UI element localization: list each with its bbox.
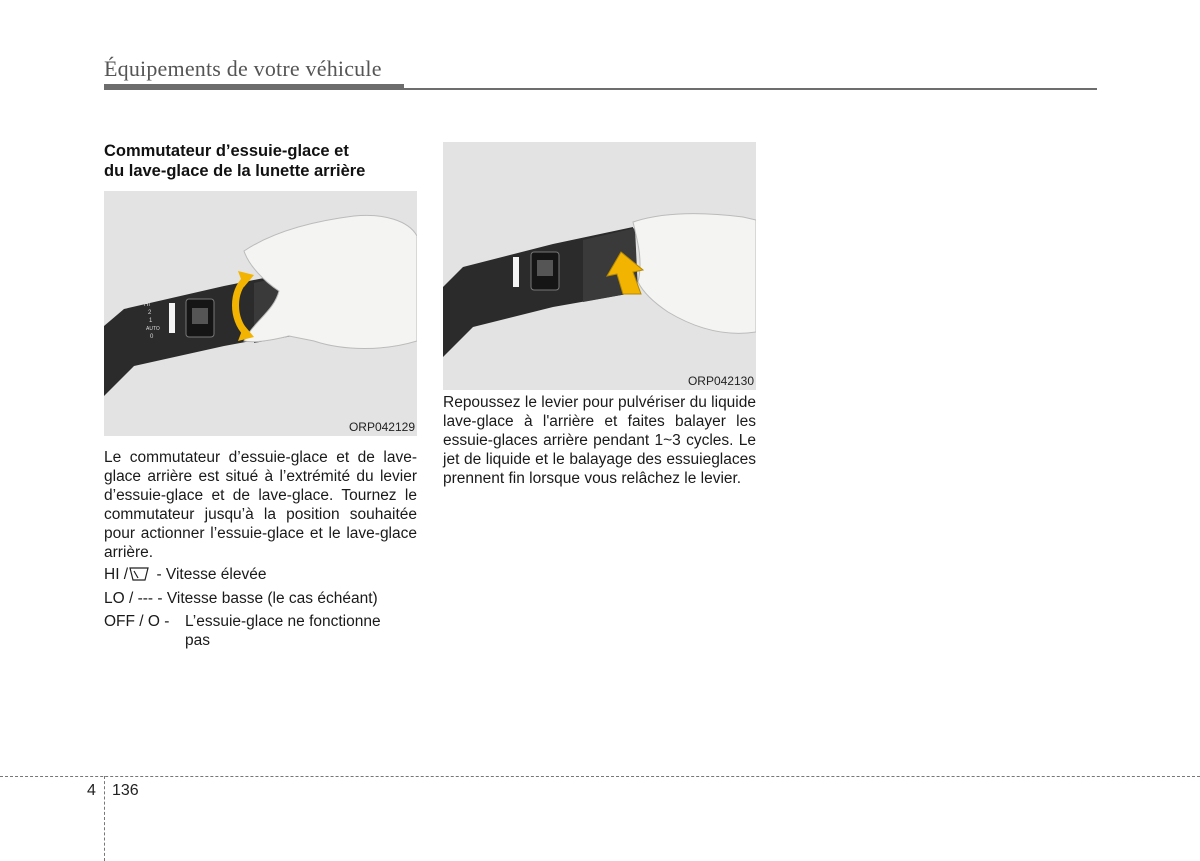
legend-lo: LO / --- - Vitesse basse (le cas échéant) [104, 590, 378, 607]
stalk-rotate-illustration [104, 191, 417, 436]
legend-off-term: OFF / O - [104, 613, 170, 630]
legend-off-desc-continued: pas [185, 632, 210, 649]
section-heading-line-1: Commutateur d’essuie-glace et [104, 142, 349, 160]
stalk-mark-auto: AUTO [146, 326, 160, 332]
stalk-mark-0: 0 [150, 334, 154, 340]
legend-hi-prefix: HI / [104, 566, 129, 583]
figure-rotate-switch [104, 191, 417, 436]
header-rule-thin [104, 88, 1097, 90]
legend-hi-desc: - Vitesse élevée [156, 566, 267, 583]
figure-code: ORP042130 [687, 374, 754, 388]
legend-off [104, 612, 417, 650]
right-paragraph: Repoussez le levier pour pulvériser du liquide lave-glace à l'arrière et faites balayer les essuie-glaces arrière pendant 1~3 cycles. Le jet de liquide et le balayage des essuieglaces prennent fin lorsque vous relâchez le levier. [443, 394, 756, 487]
figure-push-lever [443, 142, 756, 390]
section-heading-line-2: du lave-glace de la lunette arrière [104, 162, 366, 180]
switch-indicator [537, 260, 553, 276]
stalk-mark-2: 2 [148, 310, 152, 316]
wiper-icon [129, 566, 149, 582]
stalk-level-bars [513, 257, 519, 287]
legend-hi [104, 565, 417, 584]
hand-push [633, 214, 756, 334]
figure-code: ORP042129 [348, 420, 415, 434]
footer-page-number: 136 [112, 782, 139, 799]
stalk-mark-hi: HI [144, 302, 150, 308]
switch-indicator [192, 308, 208, 324]
footer-chapter-number: 4 [87, 782, 96, 799]
section-heading [104, 141, 424, 181]
stalk-push-illustration [443, 142, 756, 390]
stalk-mark-1: 1 [149, 318, 153, 324]
footer-rule [0, 776, 1200, 777]
legend-off-desc: L’essuie-glace ne fonctionne [185, 613, 381, 630]
footer-vertical-rule [104, 776, 105, 861]
hand-rotate [244, 215, 417, 348]
stalk-level-bars [169, 303, 175, 333]
left-paragraph: Le commutateur d’essuie-glace et de lave-glace arrière est situé à l’extrémité du levier d’essuie-glace et de lave-glace. Tournez le commutateur jusqu’à la position souhaitée pour actionner l’essuie-glace et le lave-glace arrière. [104, 449, 417, 561]
page-header-title: Équipements de votre véhicule [104, 56, 382, 81]
